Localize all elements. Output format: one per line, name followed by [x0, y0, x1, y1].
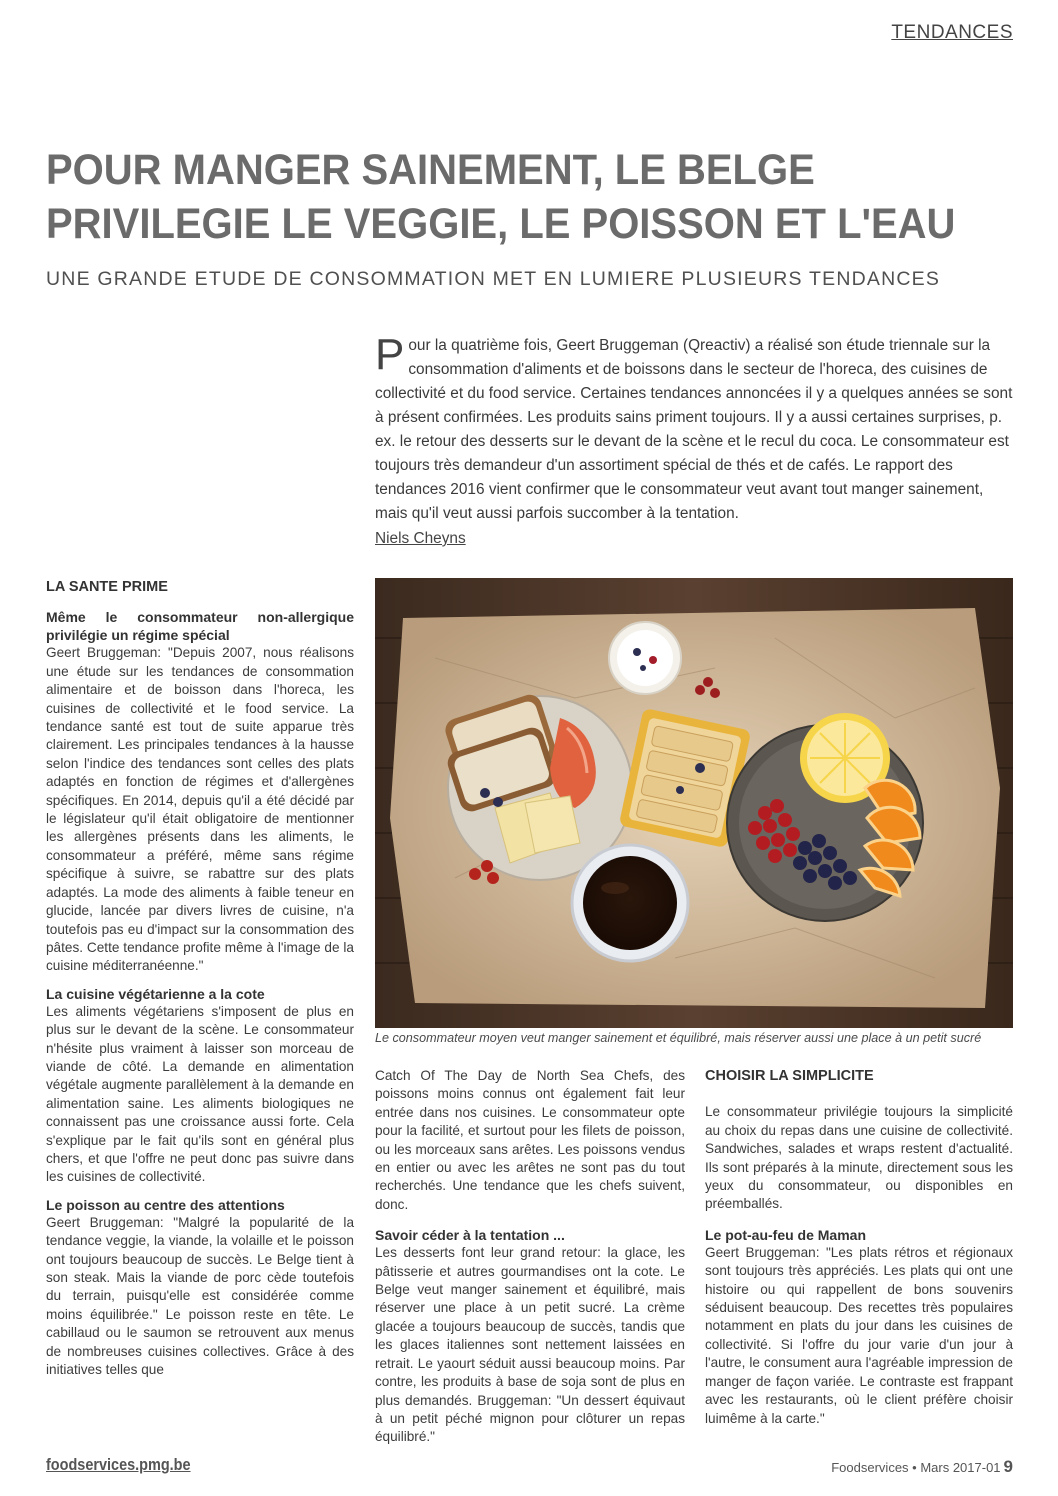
subheading-pot-au-feu: Le pot-au-feu de Maman — [705, 1226, 867, 1243]
photo-caption: Le consommateur moyen veut manger sainement et équilibré, mais réserver aussi une place à un petit sucré — [375, 1031, 982, 1045]
footer-issue — [831, 1457, 1013, 1477]
breakfast-illustration — [375, 578, 1013, 1028]
section-tag: TENDANCES — [891, 22, 1013, 43]
headline-line-2: PRIVILEGIE LE VEGGIE, LE POISSON ET L'EAU — [46, 200, 956, 248]
paragraph: Geert Bruggeman: "Les plats rétros et régionaux sont toujours très appréciés. Les plats qui ont une histoire ou qui rappellent de bons souvenirs séduisent beaucoup. Des recettes très populaires notamment en plats du jour dans les cuisines de collectivité. Si l'offre du jour varie d'un jour à l'autre, le consument aura l'agréable impression de manger de façon variée. Le contraste est frappant avec les restaurants, où le client préfère choisir luimême à la carte." — [705, 1244, 1013, 1426]
subheading-poisson: Le poisson au centre des attentions — [46, 1196, 285, 1213]
section-title-simplicite: CHOISIR LA SIMPLICITE — [705, 1068, 874, 1084]
column-1 — [46, 578, 354, 1388]
column-2 — [375, 1067, 685, 1456]
paragraph: Geert Bruggeman: "Depuis 2007, nous réalisons une étude sur les tendances de consommation alimentaire et de boisson dans l'horeca, les cuisines de collectivité et le food service. La tendance santé est tout de suite apparue très clairement. Les principales tendances à la hausse selon l'indice des tendances sont celles des plats adaptés en fonction de régimes et d'allergènes spécifiques. En 2014, depuis qu'il a été décidé par le législateur qu'il était obligatoire de mentionner les allergènes présents dans les aliments, le consommateur a préféré, même sans régime spécifique à suivre, se rabattre sur des plats adaptés. La mode des aliments à faible teneur en glucide, lancée par divers livres de cuisine, n'a toutefois pas eu d'impact sur la consommation des pâtes. Cette tendance profite même à l'image de la cuisine méditerranéenne." — [46, 645, 354, 974]
subheading-allergique: Même le consommateur non-allergique privilégie un régime spécial — [46, 609, 354, 644]
subheadline: UNE GRANDE ETUDE DE CONSOMMATION MET EN LUMIERE PLUSIEURS TENDANCES — [46, 268, 941, 290]
paragraph: Les aliments végétariens s'imposent de plus en plus sur le devant de la scène. Le consommateur n'hésite plus vraiment à laisser son morceau de viande de côté. La demande en alimentation végétale augmente parallèlement à la demande en alimentation saine. Les aliments biologiques ne connaissent pas une croissance aussi forte. Cela s'explique par le fait qu'ils sont en général plus chers, et que l'offre ne peut donc pas suivre dans les cuisines de collectivité. — [46, 1003, 354, 1185]
paragraph: Catch Of The Day de North Sea Chefs, des poissons moins connus ont également fait leur entrée dans nos cuisines. Le consommateur opte pour la facilité, et surtout pour les filets de poisson, ou les morceaux sans arêtes. Les poissons vendus en entier ou avec les arêtes ne sont pas du tout recherchés. Une tendance que les chefs suivent, donc. — [375, 1068, 685, 1212]
headline-line-1: POUR MANGER SAINEMENT, LE BELGE — [46, 146, 815, 194]
page-number: 9 — [1003, 1457, 1013, 1476]
subheading-vegetarienne: La cuisine végétarienne a la cote — [46, 985, 265, 1002]
intro-paragraph — [375, 330, 1013, 526]
paragraph: Les desserts font leur grand retour: la glace, les pâtisserie et autres gourmandises ont la cote. Le Belge veut manger sainement et équilibré, mais réserver une place à un petit sucré. La crème glacée a toujours beaucoup de succès, tandis que les glaces italiennes sont nettement laissées en retrait. Le yaourt séduit aussi beaucoup moins. Par contre, les produits à base de soja sont de plus en plus demandés. Bruggeman: "Un dessert équivaut à un petit péché mignon pour clôturer un repas équilibré." — [375, 1245, 685, 1445]
paragraph: Geert Bruggeman: "Malgré la popularité de la tendance veggie, la viande, la volaille et le poisson ont toujours beaucoup de succès. Le Belge tient à son steak. Mais la viande de porc cède toutefois du terrain, puisqu'elle est considérée comme moins équilibrée." Le poisson reste en tête. Le cabillaud ou le saumon se retrouvent aux menus de nombreuses cuisines collectives. Grâce à des initiatives telles que — [46, 1214, 354, 1378]
website-link[interactable]: foodservices.pmg.be — [46, 1455, 191, 1474]
intro-text: our la quatrième fois, Geert Bruggeman (Qreactiv) a réalisé son étude triennale sur la consommation d'aliments et de boissons dans le secteur de l'horeca, des cuisines de collectivité et du food service. Certaines tendances annoncées il y a quelques années se sont à présent confirmées. Les produits sains priment toujours. Il y a aussi certaines surprises, p. ex. le retour des desserts sur le devant de la scène et le recul du coca. Le consommateur est toujours très demandeur d'un assortiment spécial de thés et de cafés. Le rapport des tendances 2016 vient confirmer que le consommateur veut avant tout manger sainement, mais qu'il veut aussi parfois succomber à la tentation. — [375, 337, 1013, 522]
paragraph: Le consommateur privilégie toujours la simplicité au choix du repas dans une cuisine de collectivité. Sandwiches, salades et wraps restent d'actualité. Ils sont préparés à la minute, directement sous les yeux du consommateur, ou disponibles en préemballés. — [705, 1104, 1013, 1212]
section-title-sante: LA SANTE PRIME — [46, 579, 168, 595]
drop-cap: P — [375, 330, 405, 379]
issue-label: Foodservices • Mars 2017-01 — [831, 1460, 1001, 1475]
breakfast-photo — [375, 578, 1013, 1028]
author-byline[interactable]: Niels Cheyns — [375, 530, 466, 547]
column-3 — [705, 1067, 1013, 1437]
subheading-tentation: Savoir céder à la tentation ... — [375, 1227, 565, 1244]
headline — [46, 143, 957, 251]
